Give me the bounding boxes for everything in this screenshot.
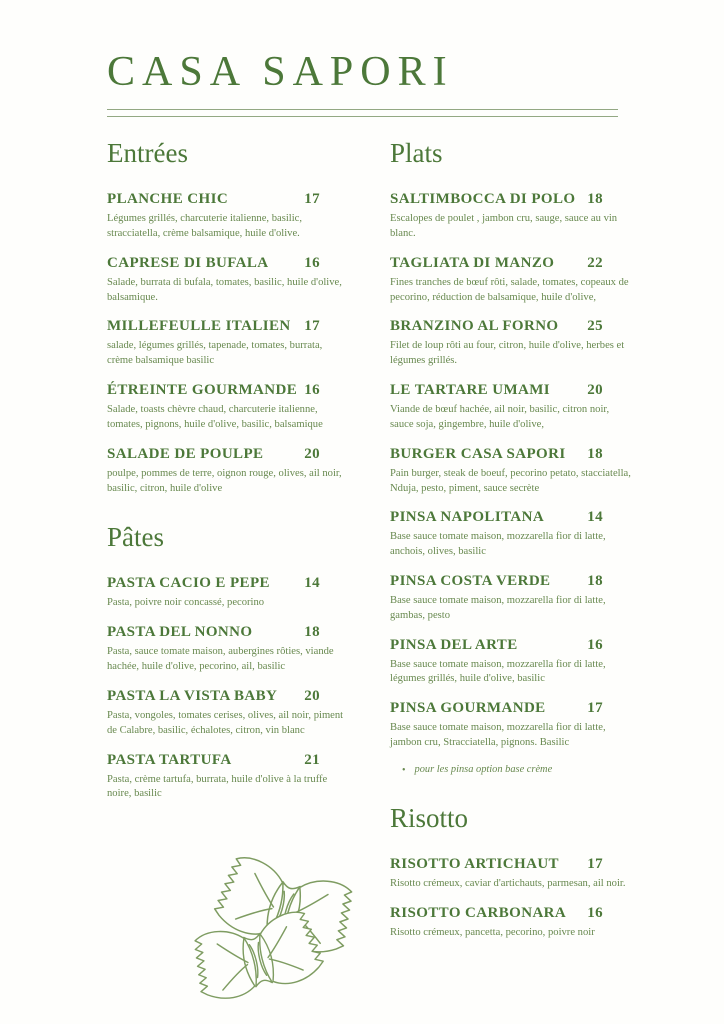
menu-column-left	[107, 138, 349, 816]
menu-item	[390, 383, 632, 433]
dish-name: PINSA COSTA VERDE	[390, 572, 551, 589]
menu-item	[107, 383, 349, 433]
dish-price: 16	[587, 904, 603, 921]
dish-name: ÉTREINTE GOURMANDE	[107, 382, 298, 399]
dish-price: 21	[304, 751, 320, 768]
dish-name: CAPRESE DI BUFALA	[107, 254, 269, 271]
section-title: Risotto	[390, 802, 469, 833]
dish-description: Pasta, crème tartufa, burrata, huile d'olive à la truffe noire, basilic	[107, 773, 328, 800]
dish-description: Légumes grillés, charcuterie italienne, basilic, stracciatella, crème balsamique, huile d'olive.	[107, 213, 303, 239]
dish-description: salade, légumes grillés, tapenade, tomates, burrata, crème balsamique basilic	[107, 340, 323, 367]
dish-description: Pasta, sauce tomate maison, aubergines rôties, viande hachée, huile d'olive, pecorino, ail, basilic	[107, 646, 334, 673]
dish-name: PINSA DEL ARTE	[390, 636, 518, 653]
dish-name: PINSA NAPOLITANA	[390, 509, 545, 526]
dish-price: 16	[304, 254, 320, 271]
dish-name: LE TARTARE UMAMI	[390, 382, 551, 399]
dish-price: 25	[587, 318, 603, 335]
section-title: Plats	[390, 138, 443, 168]
dish-description: Viande de bœuf hachée, ail noir, basilic, citron noir, sauce soja, gingembre, huile d'olive,	[390, 404, 610, 430]
dish-description: Risotto crémeux, caviar d'artichauts, parmesan, ail noir.	[390, 878, 626, 889]
menu-item	[107, 689, 349, 739]
dish-name: PASTA TARTUFA	[107, 751, 232, 768]
menu-item	[390, 638, 632, 688]
dish-price: 16	[587, 636, 603, 653]
dish-price: 17	[587, 700, 603, 717]
menu-item	[390, 256, 632, 306]
menu-item	[390, 447, 632, 497]
dish-price: 17	[304, 191, 320, 208]
dish-price: 17	[587, 856, 603, 872]
menu-item	[390, 857, 632, 892]
dish-price: 18	[587, 191, 603, 208]
dish-description: Pain burger, steak de boeuf, pecorino petato, stacciatella, Nduja, pesto, piment, sauce secrète	[390, 467, 631, 494]
menu-item	[390, 192, 632, 242]
dish-name: SALADE DE POULPE	[107, 445, 264, 462]
menu-item	[107, 192, 349, 242]
farfalle-pasta-illustration	[186, 854, 366, 1020]
menu-item	[107, 576, 349, 611]
dish-description: Escalopes de poulet , jambon cru, sauge, sauce au vin blanc.	[390, 213, 618, 239]
dish-name: TAGLIATA DI MANZO	[390, 254, 555, 271]
dish-name: PASTA DEL NONNO	[107, 624, 253, 641]
dish-name: PASTA CACIO E PEPE	[107, 575, 270, 592]
dish-description: Risotto crémeux, pancetta, pecorino, poivre noir	[390, 926, 595, 938]
dish-name: PASTA LA VISTA BABY	[107, 687, 278, 704]
bullet-icon: •	[402, 764, 406, 776]
section-title: Entrées	[107, 138, 188, 168]
dish-name: PINSA GOURMANDE	[390, 700, 546, 717]
menu-note-text: pour les pinsa option base crème	[414, 763, 553, 775]
dish-price: 18	[587, 572, 603, 589]
dish-description: Fines tranches de bœuf rôti, salade, tomates, copeaux de pecorino, réduction de balsamique, huile d'olive,	[390, 276, 629, 303]
dish-description: Salade, toasts chèvre chaud, charcuterie italienne, tomates, pignons, huile d'olive, basilic, balsamique	[107, 404, 323, 430]
dish-description: Salade, burrata di bufala, tomates, basilic, huile d'olive, balsamique.	[107, 276, 342, 303]
dish-name: SALTIMBOCCA DI POLO	[390, 191, 576, 208]
dish-name: BRANZINO AL FORNO	[390, 318, 559, 335]
dish-price: 17	[304, 318, 320, 335]
menu-item	[107, 319, 349, 369]
dish-price: 20	[304, 445, 320, 462]
dish-price: 18	[304, 624, 320, 641]
dish-price: 22	[587, 254, 603, 271]
menu-note	[402, 764, 632, 777]
dish-description: Base sauce tomate maison, mozzarella fior di latte, anchois, olives, basilic	[390, 531, 606, 558]
dish-price: 16	[304, 382, 320, 399]
menu-item	[390, 510, 632, 560]
menu-item	[107, 625, 349, 675]
restaurant-title: CASA SAPORI	[107, 49, 454, 95]
menu-item	[107, 753, 349, 803]
dish-name: MILLEFEULLE ITALIEN	[107, 318, 291, 335]
dish-price: 20	[304, 687, 320, 704]
double-rule-divider	[107, 109, 618, 117]
dish-name: RISOTTO CARBONARA	[390, 904, 567, 921]
section-title: Pâtes	[107, 522, 164, 553]
menu-item	[107, 256, 349, 306]
dish-description: Base sauce tomate maison, mozzarella fior di latte, légumes grillés, huile d'olive, basilic	[390, 658, 606, 685]
dish-name: PLANCHE CHIC	[107, 191, 229, 208]
dish-name: BURGER CASA SAPORI	[390, 445, 566, 462]
dish-price: 20	[587, 382, 603, 399]
dish-description: Base sauce tomate maison, mozzarella fior di latte, gambas, pesto	[390, 594, 606, 621]
menu-item	[107, 447, 349, 497]
menu-item	[390, 701, 632, 777]
menu-column-right	[390, 138, 632, 955]
dish-description: Pasta, poivre noir concassé, pecorino	[107, 597, 265, 609]
menu-header	[107, 48, 618, 117]
dish-price: 14	[587, 509, 603, 526]
dish-description: Filet de loup rôti au four, citron, huile d'olive, herbes et légumes grillés.	[390, 340, 625, 367]
dish-description: Base sauce tomate maison, mozzarella fior di latte, jambon cru, Stracciatella, pignons. Basilic	[390, 722, 606, 749]
dish-description: Pasta, vongoles, tomates cerises, olives, ail noir, piment de Calabre, basilic, échalotes, citron, vin blanc	[107, 709, 344, 736]
menu-item	[390, 574, 632, 624]
dish-price: 14	[304, 575, 320, 592]
menu-item	[390, 319, 632, 369]
menu-item	[390, 906, 632, 941]
dish-price: 18	[587, 445, 603, 462]
dish-name: RISOTTO ARTICHAUT	[390, 856, 559, 872]
dish-description: poulpe, pommes de terre, oignon rouge, olives, ail noir, basilic, citron, huile d'olive	[107, 467, 342, 494]
